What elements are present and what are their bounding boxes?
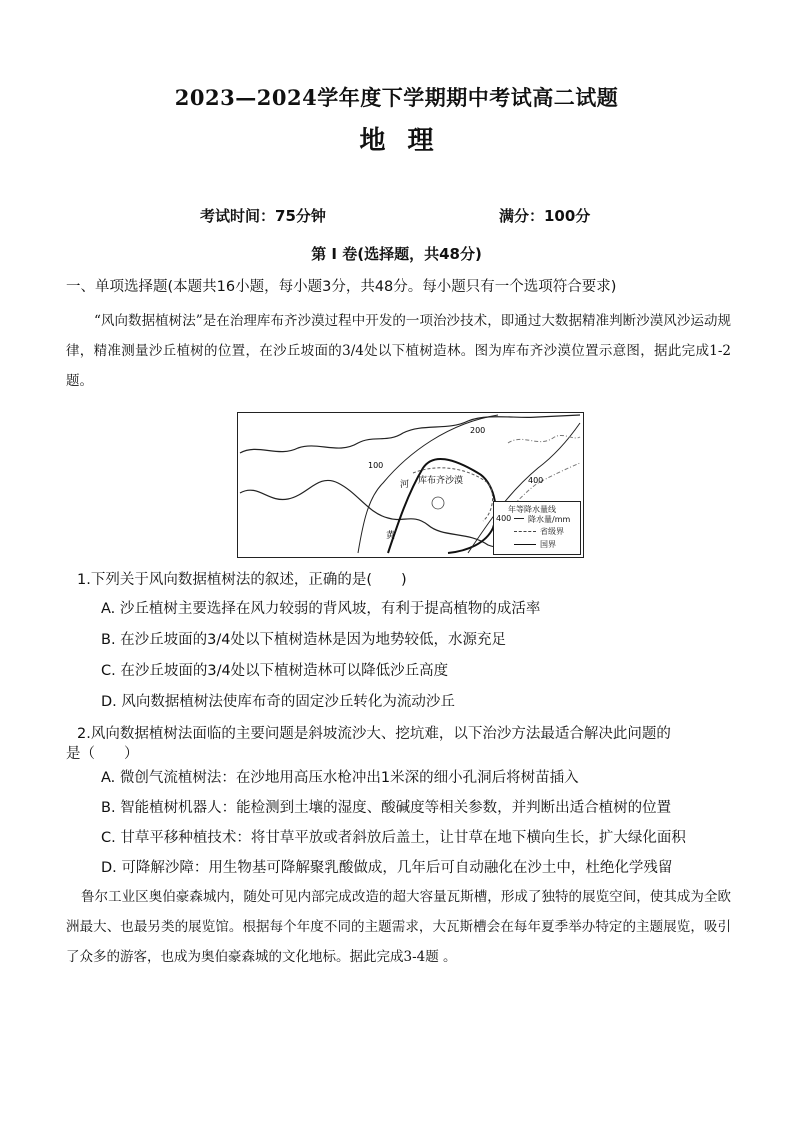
question-2-option-b: B. 智能植树机器人：能检测到土壤的湿度、酸碱度等相关参数，并判断出适合植树的位置 bbox=[101, 800, 672, 816]
exam-time: 考试时间：75分钟 bbox=[200, 207, 326, 225]
desert-label: 库布齐沙漠 bbox=[418, 476, 464, 486]
question-2-stem-line-1: 2.风向数据植树法面临的主要问题是斜坡流沙大、挖坑难，以下治沙方法最适合解决此问题的 bbox=[77, 726, 671, 742]
legend-province-label: 省级界 bbox=[540, 527, 564, 536]
question-2-option-a: A. 微创气流植树法：在沙地用高压水枪冲出1米深的细小孔洞后将树苗插入 bbox=[101, 770, 579, 786]
isohyet-400-label: 400 bbox=[528, 476, 544, 485]
isohyet-200-label: 200 bbox=[470, 426, 486, 435]
river-label-huang: 黄 bbox=[386, 531, 396, 541]
map-legend bbox=[493, 501, 581, 555]
full-score: 满分：100分 bbox=[499, 207, 591, 225]
legend-country-line bbox=[514, 544, 536, 545]
legend-precip-unit: 降水量/mm bbox=[528, 515, 571, 524]
question-2-stem-line-2: 是（ ） bbox=[66, 746, 139, 762]
legend-isohyet-line bbox=[514, 518, 524, 519]
legend-country-label: 国界 bbox=[540, 540, 556, 549]
question-1-option-a: A. 沙丘植树主要选择在风力较弱的背风坡，有利于提高植物的成活率 bbox=[101, 601, 541, 617]
subject-title: 地理 bbox=[359, 126, 456, 156]
section-heading: 一、单项选择题(本题共16小题，每小题3分，共48分。每小题只有一个选项符合要求) bbox=[66, 279, 617, 295]
question-2-option-d: D. 可降解沙障：用生物基可降解聚乳酸做成，几年后可自动融化在沙土中，杜绝化学残留 bbox=[101, 860, 673, 876]
kubuqi-location-map bbox=[237, 412, 584, 558]
question-1-option-d: D. 风向数据植树法使库布奇的固定沙丘转化为流动沙丘 bbox=[101, 694, 455, 710]
question-1-stem: 1.下列关于风向数据植树法的叙述，正确的是( ) bbox=[77, 572, 407, 588]
volume-heading: 第 I 卷(选择题，共48分) bbox=[311, 245, 482, 263]
legend-title: 年等降水量线 bbox=[508, 505, 556, 514]
isohyet-100-label: 100 bbox=[368, 461, 384, 470]
question-2-option-c: C. 甘草平移种植技术：将甘草平放或者斜放后盖土，让甘草在地下横向生长，扩大绿化面积 bbox=[101, 830, 686, 846]
river-label-he: 河 bbox=[400, 480, 410, 490]
legend-province-line bbox=[514, 531, 536, 532]
question-1-option-b: B. 在沙丘坡面的3/4处以下植树造林是因为地势较低，水源充足 bbox=[101, 632, 506, 648]
question-1-option-c: C. 在沙丘坡面的3/4处以下植树造林可以降低沙丘高度 bbox=[101, 663, 449, 679]
legend-sample-value: 400 bbox=[496, 514, 512, 523]
passage-1: “风向数据植树法”是在治理库布齐沙漠过程中开发的一项治沙技术，即通过大数据精准判断沙漠风沙运动规律，精准测量沙丘植树的位置，在沙丘坡面的3/4处以下植树造林。图为库布齐沙漠位置示意图，据此完成1-2题。 bbox=[66, 313, 731, 389]
exam-title: 2023—2024学年度下学期期中考试高二试题 bbox=[174, 85, 619, 110]
passage-2: 鲁尔工业区奥伯豪森城内，随处可见内部完成改造的超大容量瓦斯槽，形成了独特的展览空间，使其成为全欧洲最大、也最另类的展览馆。根据每个年度不同的主题需求，大瓦斯槽会在每年夏季举办特定的主题展览，吸引了众多的游客，也成为奥伯豪森城的文化地标。据此完成3-4题 。 bbox=[66, 889, 731, 965]
